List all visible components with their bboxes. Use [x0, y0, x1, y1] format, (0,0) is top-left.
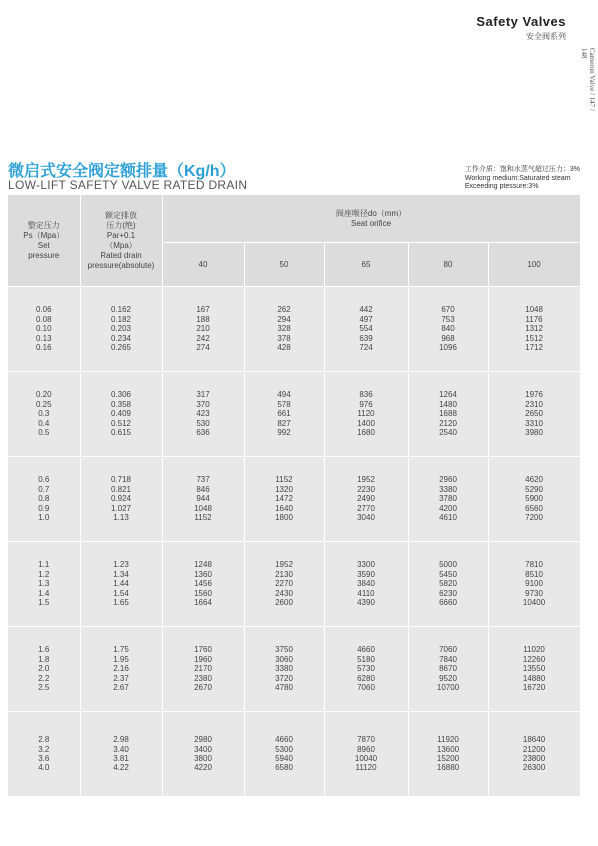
cell-value: 4620 [525, 475, 543, 485]
cell-d65 [324, 372, 408, 457]
cell-value: 370 [196, 399, 210, 409]
cell-value: 0.615 [110, 428, 132, 438]
cell-value: 737 [196, 475, 210, 485]
working-medium-en: Working medium:Saturated steam [464, 174, 571, 182]
cell-value: 10700 [436, 683, 460, 693]
cell-value: 1176 [525, 314, 543, 324]
cell-value: 1960 [194, 654, 212, 664]
cell-value: 4.22 [113, 763, 129, 773]
rated-drain-table [8, 195, 581, 797]
cell-value: 0.162 [110, 305, 132, 315]
table-row-group [8, 712, 580, 797]
table-row-group [8, 372, 580, 457]
cell-d100 [488, 542, 580, 627]
cell-value: 5900 [525, 494, 543, 504]
cell-value: 2.98 [113, 735, 129, 745]
cell-value: 2650 [525, 409, 543, 419]
cell-value: 428 [277, 343, 291, 353]
cell-value: 9730 [525, 588, 543, 598]
cell-value: 2960 [439, 475, 457, 485]
cell-d100 [488, 627, 580, 712]
cell-value: 2490 [357, 494, 375, 504]
cell-value: 6230 [439, 588, 457, 598]
cell-drain [80, 457, 162, 542]
table-body [8, 287, 580, 797]
cell-value: 328 [277, 324, 291, 334]
table-row-group [8, 287, 580, 372]
cell-value: 5730 [357, 664, 375, 674]
cell-value: 2980 [194, 735, 212, 745]
cell-value: 11120 [355, 763, 377, 773]
cell-value: 2.2 [38, 673, 50, 683]
cell-value: 2310 [525, 399, 543, 409]
cell-value: 1360 [194, 569, 212, 579]
cell-value: 0.718 [110, 475, 132, 485]
cell-value: 1048 [194, 503, 212, 513]
cell-value: 0.821 [110, 484, 132, 494]
working-medium-cn: 工作介质：饱和水蒸气超过压力：3% [464, 166, 580, 173]
cell-value: 0.06 [35, 305, 52, 315]
cell-drain [80, 712, 162, 797]
cell-value: 7060 [439, 645, 457, 655]
cell-value: 1.6 [38, 645, 50, 655]
cell-value: 1664 [194, 598, 212, 608]
table-row-group [8, 542, 580, 627]
cell-value: 5940 [275, 754, 293, 763]
cell-value: 753 [441, 314, 455, 324]
cell-value: 0.358 [110, 399, 132, 409]
cell-d100 [488, 287, 580, 372]
cell-value: 242 [196, 333, 210, 343]
cell-value: 3.6 [38, 754, 50, 763]
cell-value: 2540 [439, 428, 457, 438]
cell-value: 4220 [194, 763, 212, 773]
cell-value: 0.10 [35, 324, 52, 334]
cell-value: 1512 [525, 333, 543, 343]
cell-value: 6560 [525, 503, 543, 513]
cell-value: 5000 [439, 560, 457, 570]
orifice-size-50: 50 [244, 243, 324, 287]
cell-value: 10040 [354, 754, 378, 763]
cell-value: 1120 [357, 409, 375, 419]
cell-value: 639 [359, 333, 373, 343]
cell-d40 [162, 457, 244, 542]
exceeding-pressure-en: Exceeding ptessure:3% [464, 183, 539, 190]
cell-value: 3380 [275, 664, 293, 674]
cell-value: 1560 [194, 588, 212, 598]
cell-value: 13600 [436, 744, 460, 754]
cell-value: 14880 [522, 673, 546, 683]
cell-set [8, 627, 80, 712]
cell-d50 [244, 287, 324, 372]
cell-d100 [488, 457, 580, 542]
header-title-cn: 安全阀系列 [526, 32, 566, 41]
cell-value: 2270 [275, 579, 293, 589]
cell-d80 [408, 712, 488, 797]
orifice-size-80: 80 [408, 243, 488, 287]
cell-value: 554 [359, 324, 373, 334]
cell-value: 0.4 [38, 418, 50, 428]
cell-value: 3800 [194, 754, 212, 763]
cell-value: 3300 [357, 560, 375, 570]
cell-value: 1.8 [38, 654, 50, 664]
cell-value: 2380 [194, 673, 212, 683]
cell-value: 423 [196, 409, 210, 419]
seat-orifice-header: 阀座喉径do（mm） Seat orifice [162, 195, 580, 243]
section-title-cn: 微启式安全阀定额排量（Kg/h） [8, 163, 236, 180]
cell-value: 4200 [439, 503, 457, 513]
cell-value: 530 [196, 418, 210, 428]
cell-d40 [162, 372, 244, 457]
cell-value: 636 [196, 428, 210, 438]
cell-value: 9520 [439, 673, 457, 683]
cell-value: 1248 [194, 560, 212, 570]
cell-value: 3380 [439, 484, 457, 494]
cell-value: 15200 [436, 754, 460, 763]
cell-value: 5300 [275, 744, 293, 754]
cell-value: 11920 [437, 735, 459, 745]
cell-d50 [244, 542, 324, 627]
cell-drain [80, 287, 162, 372]
cell-value: 3590 [357, 569, 375, 579]
cell-value: 2120 [439, 418, 457, 428]
cell-d80 [408, 287, 488, 372]
cell-set [8, 372, 80, 457]
cell-value: 1.4 [38, 588, 50, 598]
cell-value: 7810 [525, 560, 543, 570]
cell-value: 0.3 [38, 409, 50, 419]
cell-value: 1712 [525, 343, 543, 353]
cell-value: 1.027 [110, 503, 132, 513]
cell-value: 976 [359, 399, 373, 409]
cell-value: 1.44 [113, 579, 129, 589]
cell-value: 2230 [357, 484, 375, 494]
cell-value: 1952 [275, 560, 293, 570]
cell-value: 3400 [194, 744, 212, 754]
cell-value: 1320 [275, 484, 293, 494]
cell-value: 2130 [275, 569, 293, 579]
cell-value: 1096 [439, 343, 457, 353]
cell-d80 [408, 542, 488, 627]
cell-value: 3750 [275, 645, 293, 655]
cell-set [8, 712, 80, 797]
cell-value: 274 [196, 343, 210, 353]
cell-value: 0.13 [35, 333, 52, 343]
cell-value: 3.81 [113, 754, 129, 763]
cell-value: 262 [277, 305, 291, 315]
cell-value: 1.13 [113, 513, 129, 523]
cell-value: 1152 [194, 513, 212, 523]
cell-value: 3720 [275, 673, 293, 683]
cell-value: 167 [196, 305, 210, 315]
cell-value: 8510 [525, 569, 543, 579]
cell-value: 1.54 [113, 588, 129, 598]
cell-value: 442 [359, 305, 373, 315]
set-pressure-header: 整定压力 Ps（Mpa） Set pressure [8, 195, 80, 287]
cell-value: 992 [277, 428, 291, 438]
cell-d50 [244, 712, 324, 797]
cell-value: 294 [277, 314, 291, 324]
cell-drain [80, 372, 162, 457]
cell-d40 [162, 627, 244, 712]
cell-value: 2670 [194, 683, 212, 693]
cell-value: 0.8 [38, 494, 50, 504]
cell-value: 0.7 [38, 484, 50, 494]
cell-value: 3840 [357, 579, 375, 589]
cell-value: 3.2 [38, 744, 50, 754]
cell-value: 1976 [525, 390, 543, 400]
rated-drain-pressure-header: 额定排放 压力(绝) Par+0.1 （Mpa） Rated drain pressure(absolute) [80, 195, 162, 287]
cell-value: 1456 [194, 579, 212, 589]
cell-value: 1640 [275, 503, 293, 513]
table-row-group [8, 457, 580, 542]
cell-value: 0.924 [110, 494, 132, 504]
cell-value: 7060 [357, 683, 375, 693]
cell-value: 1048 [525, 305, 543, 315]
cell-value: 1.75 [113, 645, 129, 655]
cell-value: 0.203 [110, 324, 132, 334]
cell-value: 1688 [439, 409, 457, 419]
cell-d65 [324, 457, 408, 542]
cell-value: 1.1 [38, 560, 50, 570]
cell-value: 5180 [357, 654, 375, 664]
working-medium-note [465, 166, 580, 192]
cell-d100 [488, 372, 580, 457]
cell-value: 2770 [357, 503, 375, 513]
cell-value: 8960 [357, 744, 375, 754]
cell-value: 1472 [275, 494, 293, 504]
table-row-group [8, 627, 580, 712]
cell-set [8, 457, 80, 542]
cell-value: 210 [196, 324, 210, 334]
cell-d50 [244, 627, 324, 712]
cell-value: 1952 [357, 475, 375, 485]
cell-value: 1.34 [113, 569, 129, 579]
cell-value: 3060 [275, 654, 293, 664]
orifice-size-100: 100 [488, 243, 580, 287]
cell-value: 1.23 [113, 560, 129, 570]
cell-value: 3780 [439, 494, 457, 504]
cell-value: 494 [277, 390, 291, 400]
cell-set [8, 287, 80, 372]
cell-value: 9100 [525, 579, 543, 589]
cell-value: 0.9 [38, 503, 50, 513]
cell-value: 2.67 [113, 683, 129, 693]
cell-value: 0.5 [38, 428, 50, 438]
cell-value: 16880 [436, 763, 460, 773]
orifice-size-40: 40 [162, 243, 244, 287]
cell-value: 846 [196, 484, 210, 494]
cell-drain [80, 627, 162, 712]
cell-value: 7870 [357, 735, 375, 745]
cell-value: 2600 [275, 598, 293, 608]
cell-value: 840 [441, 324, 455, 334]
cell-value: 4.0 [38, 763, 50, 773]
cell-value: 378 [277, 333, 291, 343]
cell-value: 3310 [525, 418, 543, 428]
cell-value: 578 [277, 399, 291, 409]
cell-value: 16720 [522, 683, 546, 693]
cell-value: 0.16 [35, 343, 52, 353]
cell-value: 1400 [357, 418, 375, 428]
cell-value: 0.306 [110, 390, 132, 400]
cell-value: 661 [277, 409, 291, 419]
cell-value: 4610 [439, 513, 457, 523]
cell-value: 0.512 [110, 418, 132, 428]
cell-value: 4110 [357, 588, 375, 598]
cell-d50 [244, 457, 324, 542]
header-title [476, 14, 566, 42]
cell-value: 1.65 [113, 598, 129, 608]
cell-value: 1152 [275, 475, 293, 485]
cell-d40 [162, 287, 244, 372]
header-title-en: Safety Valves [476, 14, 566, 29]
cell-value: 3980 [525, 428, 543, 438]
cell-d65 [324, 287, 408, 372]
cell-d80 [408, 457, 488, 542]
cell-value: 2.5 [38, 683, 50, 693]
cell-drain [80, 542, 162, 627]
cell-value: 0.25 [35, 399, 52, 409]
cell-value: 2.16 [113, 664, 129, 674]
cell-value: 21200 [522, 744, 546, 754]
cell-d40 [162, 542, 244, 627]
cell-value: 497 [359, 314, 373, 324]
cell-value: 0.234 [110, 333, 132, 343]
cell-value: 10400 [522, 598, 546, 608]
cell-d80 [408, 627, 488, 712]
cell-value: 7840 [439, 654, 457, 664]
cell-d50 [244, 372, 324, 457]
cell-d65 [324, 712, 408, 797]
cell-value: 724 [359, 343, 373, 353]
cell-value: 2.8 [38, 735, 50, 745]
cell-value: 836 [359, 390, 373, 400]
cell-value: 944 [196, 494, 210, 504]
cell-value: 1.2 [38, 569, 50, 579]
cell-value: 11020 [523, 645, 545, 655]
cell-value: 5290 [525, 484, 543, 494]
orifice-size-65: 65 [324, 243, 408, 287]
side-page-marker: Cameron Valve / 147 / 148 [580, 48, 596, 111]
section-title-en: LOW-LIFT SAFETY VALVE RATED DRAIN [8, 178, 248, 192]
cell-d65 [324, 627, 408, 712]
cell-value: 1800 [275, 513, 293, 523]
cell-value: 188 [196, 314, 210, 324]
cell-value: 6280 [357, 673, 375, 683]
cell-value: 4660 [275, 735, 293, 745]
cell-value: 13550 [522, 664, 546, 674]
cell-value: 1312 [525, 324, 543, 334]
cell-value: 0.08 [35, 314, 52, 324]
cell-value: 670 [441, 305, 455, 315]
cell-value: 2430 [275, 588, 293, 598]
cell-value: 2170 [194, 664, 212, 674]
cell-value: 26300 [522, 763, 546, 773]
cell-value: 5820 [439, 579, 457, 589]
cell-value: 1480 [439, 399, 457, 409]
cell-value: 18640 [522, 735, 546, 745]
cell-value: 6580 [275, 763, 293, 773]
cell-value: 827 [277, 418, 291, 428]
cell-d100 [488, 712, 580, 797]
cell-value: 6660 [439, 598, 457, 608]
cell-value: 4780 [275, 683, 293, 693]
cell-value: 3040 [357, 513, 375, 523]
cell-value: 1680 [357, 428, 375, 438]
cell-value: 968 [441, 333, 455, 343]
cell-value: 317 [196, 390, 210, 400]
cell-value: 2.37 [113, 673, 129, 683]
cell-value: 3.40 [113, 744, 129, 754]
cell-value: 5450 [439, 569, 457, 579]
cell-set [8, 542, 80, 627]
cell-value: 1264 [439, 390, 457, 400]
cell-d40 [162, 712, 244, 797]
cell-value: 1.95 [113, 654, 129, 664]
cell-value: 12260 [522, 654, 546, 664]
cell-value: 0.20 [35, 390, 52, 400]
cell-d65 [324, 542, 408, 627]
cell-value: 0.182 [110, 314, 132, 324]
cell-value: 8670 [439, 664, 457, 674]
cell-value: 1.5 [38, 598, 50, 608]
cell-value: 0.6 [38, 475, 50, 485]
cell-d80 [408, 372, 488, 457]
cell-value: 4390 [357, 598, 375, 608]
cell-value: 23800 [522, 754, 546, 763]
cell-value: 1760 [194, 645, 212, 655]
cell-value: 1.0 [38, 513, 50, 523]
cell-value: 1.3 [38, 579, 50, 589]
cell-value: 7200 [525, 513, 543, 523]
cell-value: 0.409 [110, 409, 132, 419]
cell-value: 0.265 [110, 343, 132, 353]
cell-value: 4660 [357, 645, 375, 655]
cell-value: 2.0 [38, 664, 50, 674]
